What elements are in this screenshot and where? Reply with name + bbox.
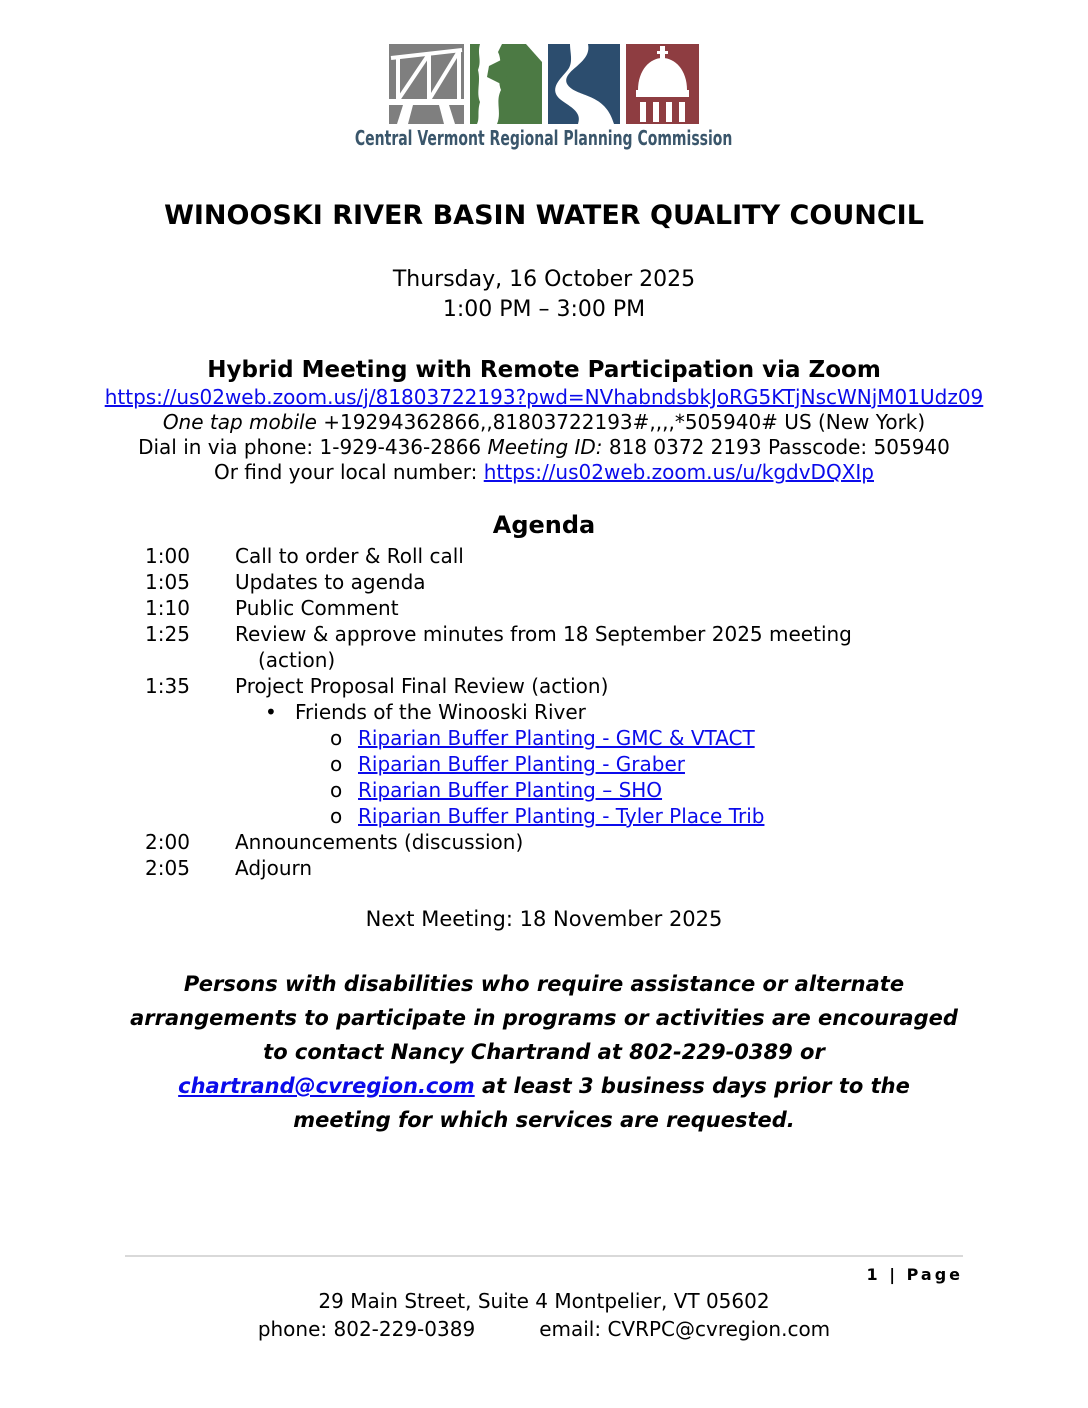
zoom-section-heading: Hybrid Meeting with Remote Participation via Zoom: [207, 357, 881, 383]
proposal-link-row: [145, 751, 1008, 777]
bullet-marker-icon: •: [265, 700, 277, 724]
agenda-text: Updates to agenda: [235, 570, 426, 594]
proposal-link-graber[interactable]: Riparian Buffer Planting - Graber: [358, 752, 685, 776]
zoom-join-line: [0, 385, 1088, 410]
contact-email-link[interactable]: chartrand@cvregion.com: [178, 1074, 475, 1098]
page-footer: [125, 1255, 963, 1341]
proposal-link-gmc-vtact[interactable]: Riparian Buffer Planting - GMC & VTACT: [358, 726, 755, 750]
agenda-item-continuation: (action): [258, 648, 336, 672]
vermont-map-tile-icon: [470, 44, 542, 124]
agenda-time: 1:25: [145, 622, 190, 646]
local-number-link[interactable]: https://us02web.zoom.us/u/kgdvDQXIp: [483, 460, 874, 484]
circle-marker-icon: o: [330, 804, 343, 828]
agenda-item: [145, 673, 1008, 699]
footer-phone: phone: 802-229-0389: [257, 1317, 476, 1341]
meeting-id-value: 818 0372 2193: [608, 435, 762, 459]
agenda-list: [145, 543, 1008, 881]
passcode-label: Passcode:: [767, 435, 868, 459]
meeting-time: 1:00 PM – 3:00 PM: [442, 297, 646, 322]
circle-marker-icon: o: [330, 778, 343, 802]
agenda-time: 1:05: [145, 570, 190, 594]
agenda-text: Adjourn: [235, 856, 313, 880]
one-tap-line: [0, 410, 1088, 435]
local-number-label: Or find your local number:: [213, 460, 478, 484]
proposal-link-tyler-place[interactable]: Riparian Buffer Planting - Tyler Place Trib: [358, 804, 765, 828]
agenda-time: 1:00: [145, 544, 190, 568]
dial-number: 1-929-436-2866: [319, 435, 482, 459]
circle-marker-icon: o: [330, 726, 343, 750]
agenda-sub-bullet: [145, 699, 1008, 725]
cvrpc-logo-icon: [389, 44, 699, 124]
agenda-time: 1:10: [145, 596, 190, 620]
circle-marker-icon: o: [330, 752, 343, 776]
meeting-date: Thursday, 16 October 2025: [392, 267, 696, 292]
local-number-line: [0, 460, 1088, 485]
accessibility-note-text: at least 3 business days prior to the meeting for which services are requested.: [293, 1074, 910, 1132]
agenda-text: Project Proposal Final Review (action): [235, 674, 609, 698]
agenda-item: [145, 829, 1008, 855]
agenda-text: Public Comment: [235, 596, 399, 620]
page-title: WINOOSKI RIVER BASIN WATER QUALITY COUNCIL: [164, 200, 924, 231]
one-tap-value: +19294362866,,81803722193#,,,,*505940# US (New York): [323, 410, 926, 434]
agenda-text: Announcements (discussion): [235, 830, 524, 854]
proposal-link-row: [145, 725, 1008, 751]
agenda-time: 2:00: [145, 830, 190, 854]
agenda-item: [145, 595, 1008, 621]
footer-address: 29 Main Street, Suite 4 Montpelier, VT 05602: [318, 1289, 770, 1313]
org-logo: [0, 0, 1088, 150]
agenda-item: [145, 621, 1008, 647]
bridge-tile-icon: [389, 44, 464, 124]
footer-email: email: CVRPC@cvregion.com: [539, 1317, 831, 1341]
river-tile-icon: [548, 44, 620, 124]
agenda-text: Call to order & Roll call: [235, 544, 464, 568]
logo-caption: Central Vermont Regional Planning Commission: [355, 126, 733, 150]
zoom-join-link[interactable]: https://us02web.zoom.us/j/81803722193?pwd=NVhabndsbkJoRG5KTjNscWNjM01Udz09: [104, 385, 984, 409]
meeting-id-label: Meeting ID:: [487, 435, 603, 459]
agenda-item: [145, 569, 1008, 595]
dial-label: Dial in via phone:: [138, 435, 314, 459]
meeting-datetime: [0, 265, 1088, 325]
next-meeting-line: Next Meeting: 18 November 2025: [365, 907, 723, 931]
proposal-link-row: [145, 777, 1008, 803]
agenda-item: [145, 855, 1008, 881]
proposal-link-row: [145, 803, 1008, 829]
proposal-link-sho[interactable]: Riparian Buffer Planting – SHO: [358, 778, 663, 802]
agenda-item: [145, 543, 1008, 569]
dial-in-line: [0, 435, 1088, 460]
accessibility-note: [130, 967, 958, 1137]
agenda-heading: Agenda: [492, 511, 596, 539]
page-number: 1 | Page: [866, 1265, 963, 1284]
accessibility-note-text: Persons with disabilities who require assistance or alternate arrangements to participate in programs or activities are encouraged to contact Nancy Chartrand at 802-229-0389 or: [130, 972, 958, 1064]
footer-contact: [125, 1317, 963, 1341]
agenda-text: Review & approve minutes from 18 September 2025 meeting: [235, 622, 852, 646]
agenda-time: 2:05: [145, 856, 190, 880]
one-tap-label: One tap mobile: [162, 410, 317, 434]
agenda-time: 1:35: [145, 674, 190, 698]
capitol-tile-icon: [626, 44, 699, 124]
sub-bullet-text: Friends of the Winooski River: [295, 700, 586, 724]
footer-divider: [125, 1255, 963, 1257]
passcode-value: 505940: [873, 435, 950, 459]
